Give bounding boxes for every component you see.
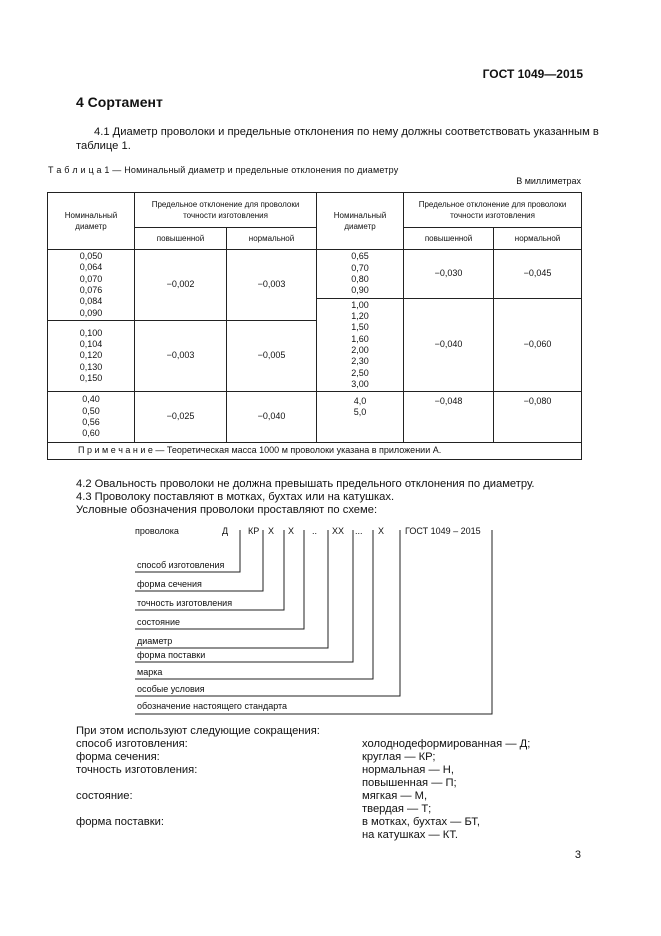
abbr-term: форма поставки: xyxy=(76,816,164,828)
normal-deviation-cell: −0,005 xyxy=(227,321,317,392)
section-title: 4 Сортамент xyxy=(76,94,163,110)
normal-deviation-cell: −0,003 xyxy=(227,250,317,321)
normal-deviation-cell: −0,045 xyxy=(494,250,582,299)
para-4-1-line2: таблице 1. xyxy=(76,140,131,152)
normal-deviation-cell: −0,040 xyxy=(227,392,317,443)
scheme-standard: ГОСТ 1049 – 2015 xyxy=(405,526,481,536)
scheme-code-special: Х xyxy=(378,526,385,536)
head-normal-left: нормальной xyxy=(227,228,317,250)
normal-deviation-cell: −0,060 xyxy=(494,299,582,392)
diameters-cell: 1,00 1,20 1,50 1,60 2,00 2,30 2,50 3,00 xyxy=(317,299,404,392)
scheme-label-production: способ изготовления xyxy=(137,560,225,570)
normal-deviation-cell: −0,080 xyxy=(494,392,582,443)
leader-special xyxy=(135,530,400,696)
abbr-term: состояние: xyxy=(76,790,133,802)
para-4-1-line1: 4.1 Диаметр проволоки и предельные отклонения по нему должны соответствовать указанным в xyxy=(94,126,599,138)
abbr-term: способ изготовления: xyxy=(76,738,188,750)
high-deviation-cell: −0,048 xyxy=(404,392,494,443)
table-note: П р и м е ч а н и е — Теоретическая масса 1000 м проволоки указана в приложении А. xyxy=(48,443,582,460)
abbr-value: твердая — Т; xyxy=(362,803,432,815)
head-nominal-left: Номинальный диаметр xyxy=(48,193,135,250)
abbr-term: форма сечения: xyxy=(76,751,160,763)
para-scheme: Условные обозначения проволоки проставляют по схеме: xyxy=(76,504,378,516)
head-normal-right: нормальной xyxy=(494,228,582,250)
head-nominal-right: Номинальный диаметр xyxy=(317,193,404,250)
leader-diameter xyxy=(135,530,328,648)
scheme-label-state: состояние xyxy=(137,617,181,627)
para-4-3: 4.3 Проволоку поставляют в мотках, бухтах или на катушках. xyxy=(76,491,395,503)
high-deviation-cell: −0,025 xyxy=(135,392,227,443)
scheme-label-standard: обозначение настоящего стандарта xyxy=(137,701,288,711)
abbr-intro: При этом используют следующие сокращения: xyxy=(76,725,320,737)
high-deviation-cell: −0,030 xyxy=(404,250,494,299)
diameters-cell: 4,0 5,0 xyxy=(317,392,404,443)
scheme-code-section: КР xyxy=(248,526,260,536)
abbr-value: на катушках — КТ. xyxy=(362,829,459,841)
head-deviation-right: Предельное отклонение для проволоки точности изготовления xyxy=(404,193,582,228)
abbr-value: круглая — КР; xyxy=(362,751,436,763)
page-number: 3 xyxy=(574,849,581,861)
para-4-2: 4.2 Овальность проволоки не должна превышать предельного отклонения по диаметру. xyxy=(76,478,535,490)
scheme-label-delivery: форма поставки xyxy=(137,650,206,660)
diameters-cell: 0,40 0,50 0,56 0,60 xyxy=(48,392,135,443)
table-units: В миллиметрах xyxy=(516,176,581,186)
abbr-value: холоднодеформированная — Д; xyxy=(362,738,531,750)
high-deviation-cell: −0,040 xyxy=(404,299,494,392)
scheme-label-section: форма сечения xyxy=(137,579,202,589)
scheme-label-grade: марка xyxy=(137,667,163,677)
abbr-value: мягкая — М, xyxy=(362,790,428,802)
head-deviation-left: Предельное отклонение для проволоки точности изготовления xyxy=(135,193,317,228)
head-high-left: повышенной xyxy=(135,228,227,250)
scheme-label-diameter: диаметр xyxy=(137,636,173,646)
scheme-code-production: Д xyxy=(222,526,229,536)
scheme-word: проволока xyxy=(135,526,179,536)
abbr-term: точность изготовления: xyxy=(76,764,198,776)
scheme-code-delivery: ХХ xyxy=(332,526,345,536)
high-deviation-cell: −0,002 xyxy=(135,250,227,321)
table-caption: Т а б л и ц а 1 — Номинальный диаметр и предельные отклонения по диаметру xyxy=(48,165,399,175)
diameters-cell: 0,65 0,70 0,80 0,90 xyxy=(317,250,404,299)
scheme-code-state: Х xyxy=(288,526,295,536)
abbr-value: в мотках, бухтах — БТ, xyxy=(362,816,480,828)
scheme-label-accuracy: точность изготовления xyxy=(137,598,233,608)
high-deviation-cell: −0,003 xyxy=(135,321,227,392)
scheme-label-special: особые условия xyxy=(137,684,205,694)
scheme-code-diameter: .. xyxy=(312,526,318,536)
abbr-value: повышенная — П; xyxy=(362,777,457,789)
standard-header: ГОСТ 1049—2015 xyxy=(482,67,583,81)
diameters-cell: 0,050 0,064 0,070 0,076 0,084 0,090 xyxy=(48,250,135,321)
abbr-value: нормальная — Н, xyxy=(362,764,454,776)
scheme-code-accuracy: Х xyxy=(268,526,275,536)
diameters-cell: 0,100 0,104 0,120 0,130 0,150 xyxy=(48,321,135,392)
head-high-right: повышенной xyxy=(404,228,494,250)
scheme-code-grade: ... xyxy=(355,526,363,536)
